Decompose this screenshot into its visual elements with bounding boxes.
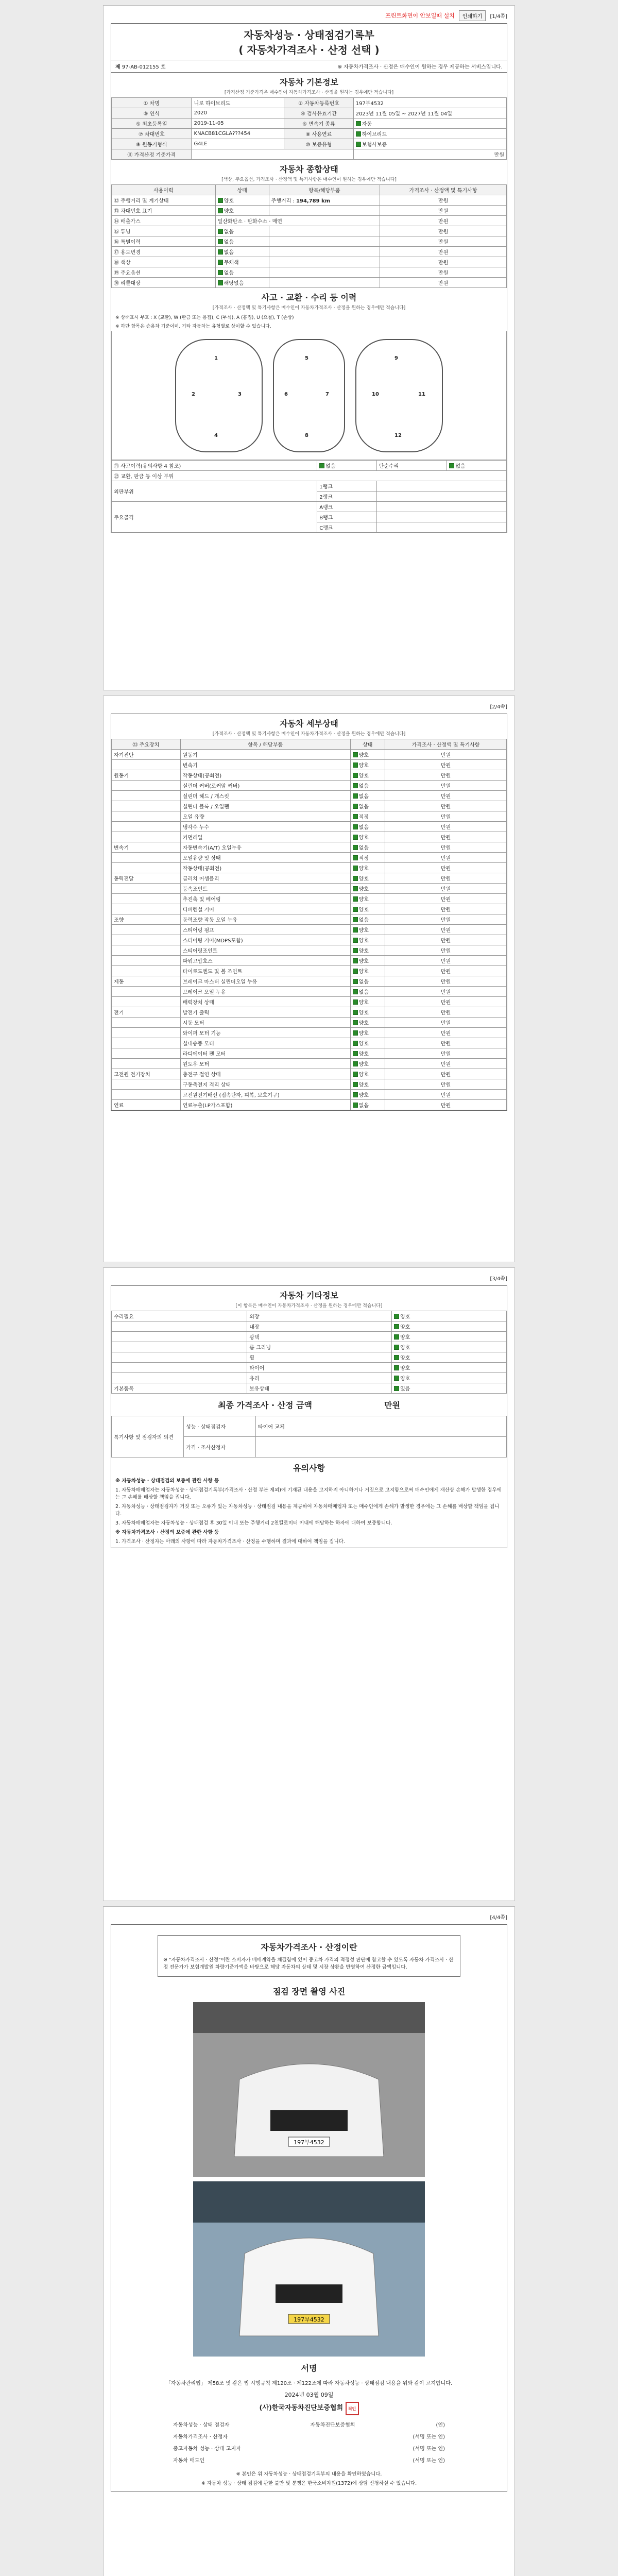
checkbox-icon (353, 999, 358, 1005)
checkbox-icon (356, 131, 361, 137)
table-row: 휠 양호 (112, 1352, 507, 1363)
checkbox-icon (394, 1376, 399, 1381)
car-side-icon: 1 2 3 4 (175, 339, 263, 452)
checkbox-icon (356, 121, 361, 126)
checkbox-icon (353, 948, 358, 953)
checkbox-icon (353, 1020, 358, 1025)
page-2 (103, 696, 515, 1262)
accident-history-title: 사고 · 교환 · 수리 등 이력 (261, 293, 357, 302)
checkbox-icon (394, 1324, 399, 1329)
table-row: ⑯ 특별이력 없음 만원 (112, 236, 507, 247)
table-row: 스티어링 기어(MDPS포함) 양호 만원 (112, 935, 507, 945)
table-row: 실내송풍 모터 양호 만원 (112, 1038, 507, 1048)
signature-row: 자동차 매도인 (서명 또는 인) (173, 2458, 445, 2464)
final-price-row (111, 1394, 507, 1416)
table-row: 실린더 블록 / 오일팬 없음 만원 (112, 801, 507, 811)
table-row: 룸 크리닝 양호 (112, 1342, 507, 1352)
checkbox-icon (218, 260, 223, 265)
table-row: 실린더 커버(로커암 커버) 없음 만원 (112, 781, 507, 791)
table-row: 커먼레일 양호 만원 (112, 832, 507, 842)
table-row: 조향 동력조향 작동 오일 누유 없음 만원 (112, 914, 507, 925)
table-row: 제동 브레이크 마스터 실린더오일 누유 없음 만원 (112, 976, 507, 987)
checkbox-icon (353, 876, 358, 881)
overall-status-note: [색상, 주요옵션, 가격조사 · 산정액 및 특기사항은 매수인이 원하는 경우에만 적습니다] (221, 177, 397, 182)
detail-status-note: [가격조사 · 산정액 및 특기사항은 매수인이 자동차가격조사 · 산정을 원하는 경우에만 적습니다] (212, 732, 406, 737)
checkbox-icon (218, 208, 223, 213)
table-row: 스티어링조인트 양호 만원 (112, 945, 507, 956)
checkbox-icon (353, 866, 358, 871)
final-price-title: 최종 가격조사 · 산정 금액 (218, 1400, 312, 1410)
table-row: 디퍼렌셜 기어 양호 만원 (112, 904, 507, 914)
document-number: 97-AB-012155 (122, 64, 159, 70)
table-row: 전기 발전기 출력 양호 만원 (112, 1007, 507, 1018)
basic-info-title: 자동차 기본정보 (280, 77, 338, 87)
table-row: ⑲ 주요옵션 없음 만원 (112, 267, 507, 278)
service-description: ※ "자동차가격조사 · 산정"이란 소비자가 매매계약을 체결함에 있어 중고차 가격의 적정성 판단에 참고할 수 있도록 자동차 가격조사 · 산정 전문가가 보험개발원 차량기준가액을 바탕으로 해당 자동차의 상태 및 시장 상황을 반영하여 산정한 금액입니다. (163, 1957, 454, 1970)
service-title: 자동차가격조사 · 산정이란 (261, 1942, 357, 1952)
car-diagram (111, 331, 507, 460)
checkbox-icon (353, 814, 358, 819)
checkbox-icon (353, 1072, 358, 1077)
accident-table: ㉑ 사고이력(유의사항 4 참조) 없음 단순수리 없음 ㉒ 교환, 판금 등 이상 부위 외판부위 1랭크 2랭크 주요골격 A랭크 B랭크 C랭크 (111, 460, 507, 533)
table-row: 추진축 및 베어링 양호 만원 (112, 894, 507, 904)
page-4 (103, 1906, 515, 2576)
table-row: 윈도우 모터 양호 만원 (112, 1059, 507, 1069)
detail-status-title: 자동차 세부상태 (280, 719, 338, 728)
page-number: [4/4쪽] (490, 1914, 507, 1921)
table-row: 동력전달 클러치 어셈블리 양호 만원 (112, 873, 507, 884)
signature-row: 중고자동차 성능 · 상태 고지자 (서명 또는 인) (173, 2446, 445, 2452)
checkbox-icon (353, 1041, 358, 1046)
checkbox-icon (353, 1103, 358, 1108)
checkbox-icon (394, 1345, 399, 1350)
table-row: ⑫ 주행거리 및 계기상태 양호 주행거리 : 194,789 km 만원 (112, 195, 507, 206)
org-stamp-icon: 직인 (346, 2402, 359, 2415)
service-sheet (111, 1924, 507, 2492)
basic-info-note: [가격산정 기준가격은 매수인이 자동차가격조사 · 산정을 원하는 경우에만 적습니다] (224, 90, 394, 95)
table-row: 원동기 작동상태(공회전) 양호 만원 (112, 770, 507, 781)
checkbox-icon (353, 804, 358, 809)
signature-section: 서명 「자동차관리법」 제58조 및 같은 법 시행규칙 제120조 · 제122조에 따라 자동차성능 · 상태점검 내용을 위와 같이 고지합니다. 2024년 03월 09일 (사)한국자동차진단보증협회 직인 자동차성능 · 상태 점검자 자동차진단보증협회 (인) 자동차가격조사 · 산정자 (서명 또는 인) 중고자동차 성능 · 상태 고지자 (서명 또는 인) 자동차 매도인 (서명 또는 인) ※ 본인은 위 자동차성능 · 상태점검기록부의 내용을 확인하였습니다. ※ 자동차 성능 · 상태 점검에 관한 불만 및 분쟁은 한국소비자원(1372)에 상담 신청하실 수 있습니다. (111, 2362, 507, 2486)
checkbox-icon (353, 752, 358, 757)
service-box (158, 1935, 460, 1977)
signature-row: 자동차성능 · 상태 점검자 자동차진단보증협회 (인) (173, 2422, 445, 2428)
table-row: 배력장치 상태 양호 만원 (112, 997, 507, 1007)
document-notice: ※ 자동차가격조사 · 산정은 매수인이 원하는 경우 제공하는 서비스입니다. (337, 64, 503, 70)
other-info-title: 자동차 기타정보 (280, 1291, 338, 1300)
checkbox-icon (353, 886, 358, 891)
caution-title: 유의사항 (293, 1463, 325, 1473)
inspector-opinion: 타이어 교체 (256, 1416, 507, 1437)
checkbox-icon (394, 1365, 399, 1370)
page-number: [1/4쪽] (490, 13, 507, 20)
overall-status-title: 자동차 종합상태 (280, 164, 338, 174)
checkbox-icon (353, 907, 358, 912)
document-title: 자동차성능 · 상태점검기록부 (244, 29, 374, 41)
checkbox-icon (353, 989, 358, 994)
table-row: 내장 양호 (112, 1321, 507, 1332)
checkbox-icon (353, 896, 358, 902)
checkbox-icon (353, 917, 358, 922)
opinion-table: 특기사항 및 점검자의 의견 성능 · 상태점검자 타이어 교체 가격 · 조사산정자 (111, 1416, 507, 1458)
table-row: 고전원 전기장치 충전구 절연 상태 양호 만원 (112, 1069, 507, 1079)
table-row: 시동 모터 양호 만원 (112, 1018, 507, 1028)
checkbox-icon (449, 463, 454, 468)
checkbox-icon (353, 1092, 358, 1097)
document-number-row: 제 97-AB-012155 호 ※ 자동차가격조사 · 산정은 매수인이 원하는 경우 제공하는 서비스입니다. (111, 60, 507, 73)
table-row: 광택 양호 (112, 1332, 507, 1342)
accident-legend-2: ※ 하단 항목은 승용차 기준이며, 기타 자동차는 유형별로 상이할 수 있습니다. (115, 324, 271, 329)
signature-row: 자동차가격조사 · 산정자 (서명 또는 인) (173, 2434, 445, 2440)
checkbox-icon (353, 969, 358, 974)
checkbox-icon (353, 958, 358, 963)
page-3 (103, 1267, 515, 1901)
page-1 (103, 5, 515, 690)
checkbox-icon (353, 845, 358, 850)
table-row: 등속조인트 양호 만원 (112, 884, 507, 894)
checkbox-icon (353, 824, 358, 829)
svg-text:197부4532: 197부4532 (294, 2139, 324, 2146)
table-row: 냉각수 누수 없음 만원 (112, 822, 507, 832)
checkbox-icon (353, 1051, 358, 1056)
car-top-icon: 5 6 7 8 (273, 339, 345, 452)
car-side-right-icon: 9 10 11 12 (355, 339, 443, 452)
inspection-photo-front-2 (193, 2181, 425, 2357)
signature-title: 서명 (301, 2363, 317, 2373)
other-info-table (111, 1311, 507, 1394)
table-row: 기본품목 보유상태 있음 (112, 1383, 507, 1394)
checkbox-icon (218, 239, 223, 244)
table-row: 수리필요 외장 양호 (112, 1311, 507, 1321)
table-row: 구동축전지 격리 상태 양호 만원 (112, 1079, 507, 1090)
checkbox-icon (353, 1010, 358, 1015)
mileage-value: 194,789 km (296, 198, 331, 204)
table-row: 실린더 헤드 / 개스킷 없음 만원 (112, 791, 507, 801)
table-row: ⑭ 배출가스 일산화탄소 · 탄화수소 · 매연 만원 (112, 216, 507, 226)
table-row: 타이어 양호 (112, 1363, 507, 1373)
signature-org: (사)한국자동차진단보증협회 직인 (111, 2402, 507, 2415)
table-row: 오일유량 및 상태 적정 만원 (112, 853, 507, 863)
table-row: 유리 양호 (112, 1373, 507, 1383)
table-row: 오일 유량 적정 만원 (112, 811, 507, 822)
table-row: ⑮ 튜닝 없음 만원 (112, 226, 507, 236)
photos-title: 점검 장면 촬영 사진 (272, 1987, 346, 1996)
detail-sheet (111, 714, 507, 1111)
table-row: 파워고압호스 양호 만원 (112, 956, 507, 966)
checkbox-icon (394, 1355, 399, 1360)
page-toolbar (111, 10, 507, 21)
table-row: 브레이크 오일 누유 없음 만원 (112, 987, 507, 997)
table-row: 작동상태(공회전) 양호 만원 (112, 863, 507, 873)
table-row: 연료 연료누출(LP가스포함) 없음 만원 (112, 1100, 507, 1110)
checkbox-icon (218, 229, 223, 234)
other-info-note: [이 항목은 매수인이 자동차가격조사 · 산정을 원하는 경우에만 적습니다] (235, 1303, 383, 1309)
checkbox-icon (356, 142, 361, 147)
accident-history-note: [가격조사 · 산정액 및 특기사항은 매수인이 자동차가격조사 · 산정을 원하는 경우에만 적습니다] (212, 306, 406, 311)
checkbox-icon (353, 773, 358, 778)
table-row: 고전원전기배선 (접속단자, 피복, 보호기구) 양호 만원 (112, 1090, 507, 1100)
table-row: ⑱ 색상 무채색 만원 (112, 257, 507, 267)
other-sheet (111, 1285, 507, 1548)
print-notice-link[interactable]: 프린트화면이 안보일때 설치 (385, 12, 455, 19)
checkbox-icon (353, 927, 358, 933)
table-row: 자기진단 원동기 양호 만원 (112, 750, 507, 760)
checkbox-icon (353, 1082, 358, 1087)
checkbox-icon (353, 835, 358, 840)
signature-date: 2024년 03월 09일 (284, 2392, 334, 2398)
checkbox-icon (353, 762, 358, 768)
checkbox-icon (353, 1061, 358, 1066)
checkbox-icon (353, 793, 358, 799)
table-row: 라디에이터 팬 모터 양호 만원 (112, 1048, 507, 1059)
basic-info-table: ① 차명 니로 하이브리드 ② 자동차등록번호 197부4532 ③ 연식 2020 ④ 검사유효기간 2023년 11월 05일 ~ 2027년 11월 04일 ⑤ 최초등록일 2019-11-05 ⑥ 변속기 종류 자동 ⑦ 차대번호 KNACB81CGLA???454 ⑧ 사용연료 하이브리드 ⑨ 원동기형식 G4LE ⑩ 보증유형 보험사보증 ⑪ 가격산정 기준가격 만원 (111, 97, 507, 160)
svg-text:197부4532: 197부4532 (294, 2316, 324, 2323)
checkbox-icon (394, 1314, 399, 1319)
checkbox-icon (394, 1386, 399, 1391)
car-front-photo-2-icon (193, 2181, 425, 2357)
inspection-photo-front (193, 2002, 425, 2177)
table-row: ⑬ 차대번호 표기 양호 만원 (112, 206, 507, 216)
checkbox-icon (353, 1030, 358, 1036)
page-number: [2/4쪽] (490, 704, 507, 710)
checkbox-icon (218, 270, 223, 275)
detail-status-table: ㉓ 주요장치 항목 / 해당부품 상태 가격조사 · 산정액 및 특기사항 자기진단 원동기 양호 만원 변속기 양호 만원 원동기 작동상태(공회전) 양호 만원 실린더 커버(로커암 커버) 없음 만원 실린더 헤드 / 개스킷 없음 만원 실린더 블록 / 오일팬 없음 만원 오일 유량 적정 만원 냉각수 누수 없음 만원 커먼레일 양호 만원 변속기 자동변속기(A/T) 오일누유 없음 만원 오일유량 및 상태 적정 만원 작동상태(공회전) 양호 만원 동력전달 클러치 어셈블리 양호 만원 등속조인트 양호 만원 추진축 및 베어링 양호 만원 디퍼렌셜 기어 양호 만원 조향 동력조향 작동 오일 누유 없음 만원 스티어링 펌프 양호 만원 스티어링 기어(MDPS포함) 양호 만원 스티어링조인트 양호 만원 파워고압호스 양호 만원 타이로드엔드 및 볼 조인트 양호 만원 제동 브레이크 마스터 실린더오일 누유 없음 만원 브레이크 오일 누유 없음 만원 배력장치 상태 양호 만원 전기 발전기 출력 양호 만원 시동 모터 양호 만원 와이퍼 모터 기능 양호 만원 실내송풍 모터 양호 만원 라디에이터 팬 모터 양호 만원 윈도우 모터 양호 만원 고전원 전기장치 충전구 절연 상태 양호 만원 구동축전지 격리 상태 양호 만원 고전원전기배선 (접속단자, 피복, 보호기구) 양호 만원 연료 연료누출(LP가스포함) 없음 만원 (111, 739, 507, 1110)
table-row: 와이퍼 모터 기능 양호 만원 (112, 1028, 507, 1038)
overall-status-table: 사용이력 상태 항목/해당부품 가격조사 · 산정액 및 특기사항 ⑫ 주행거리 및 계기상태 양호 주행거리 : 194,789 km 만원 ⑬ 차대번호 표기 양호 만원 ⑭ 배출가스 일산화탄소 · 탄화수소 · 매연 만원 ⑮ 튜닝 없음 만원 ⑯ 특별이력 없음 만원 ⑰ 용도변경 없음 만원 ⑱ 색상 무채색 만원 ⑲ 주요옵션 없음 만원 ⑳ 리콜대상 해당없음 만원 (111, 184, 507, 288)
checkbox-icon (319, 463, 324, 468)
checkbox-icon (353, 855, 358, 860)
checkbox-icon (218, 280, 223, 285)
checkbox-icon (353, 783, 358, 788)
checkbox-icon (394, 1334, 399, 1340)
page-number: [3/4쪽] (490, 1276, 507, 1282)
checkbox-icon (353, 938, 358, 943)
accident-legend: ※ 상태표시 부호 : X (교환), W (판금 또는 용접), C (부식), A (흠집), U (요철), T (손상) (115, 315, 294, 320)
print-button[interactable]: 인쇄하기 (459, 10, 486, 21)
document-subtitle: ( 자동차가격조사 · 산정 선택 ) (238, 44, 380, 56)
checkbox-icon (218, 198, 223, 203)
table-row: 변속기 양호 만원 (112, 760, 507, 770)
caution-section: 유의사항 ※ 자동차성능 · 상태점검의 보증에 관한 사항 등 1. 자동차매매업자는 자동차성능 · 상태점검기록부(가격조사 · 산정 부분 제외)에 기재된 내용을 고지하지 아니하거나 거짓으로 고지함으로써 매수인에게 재산상 손해가 발생한 경우에는 그 손해를 배상할 책임을 집니다. 2. 자동차성능 · 상태점검자가 거짓 또는 오류가 있는 자동차성능 · 상태점검 내용을 제공하여 자동차매매업자 또는 매수인에게 손해가 발생한 경우에는 그 손해를 배상할 책임을 집니다. 3. 자동차매매업자는 자동차성능 · 상태점검 후 30일 이내 또는 주행거리 2천킬로미터 이내에 해당하는 하자에 대하여 보증합니다. ※ 자동차가격조사 · 산정의 보증에 관한 사항 등 1. 가격조사 · 산정자는 아래의 사항에 따라 자동차가격조사 · 산정을 수행하며 결과에 대하여 책임을 집니다. (111, 1462, 507, 1546)
car-front-photo-icon (193, 2002, 425, 2177)
table-row: ⑳ 리콜대상 해당없음 만원 (112, 278, 507, 288)
checkbox-icon (218, 249, 223, 255)
table-row: ⑰ 용도변경 없음 만원 (112, 247, 507, 257)
table-row: 타이로드엔드 및 볼 조인트 양호 만원 (112, 966, 507, 976)
record-sheet (111, 23, 507, 533)
table-row: 스티어링 펌프 양호 만원 (112, 925, 507, 935)
table-row: 변속기 자동변속기(A/T) 오일누유 없음 만원 (112, 842, 507, 853)
final-price-unit: 만원 (384, 1400, 400, 1410)
checkbox-icon (353, 979, 358, 984)
